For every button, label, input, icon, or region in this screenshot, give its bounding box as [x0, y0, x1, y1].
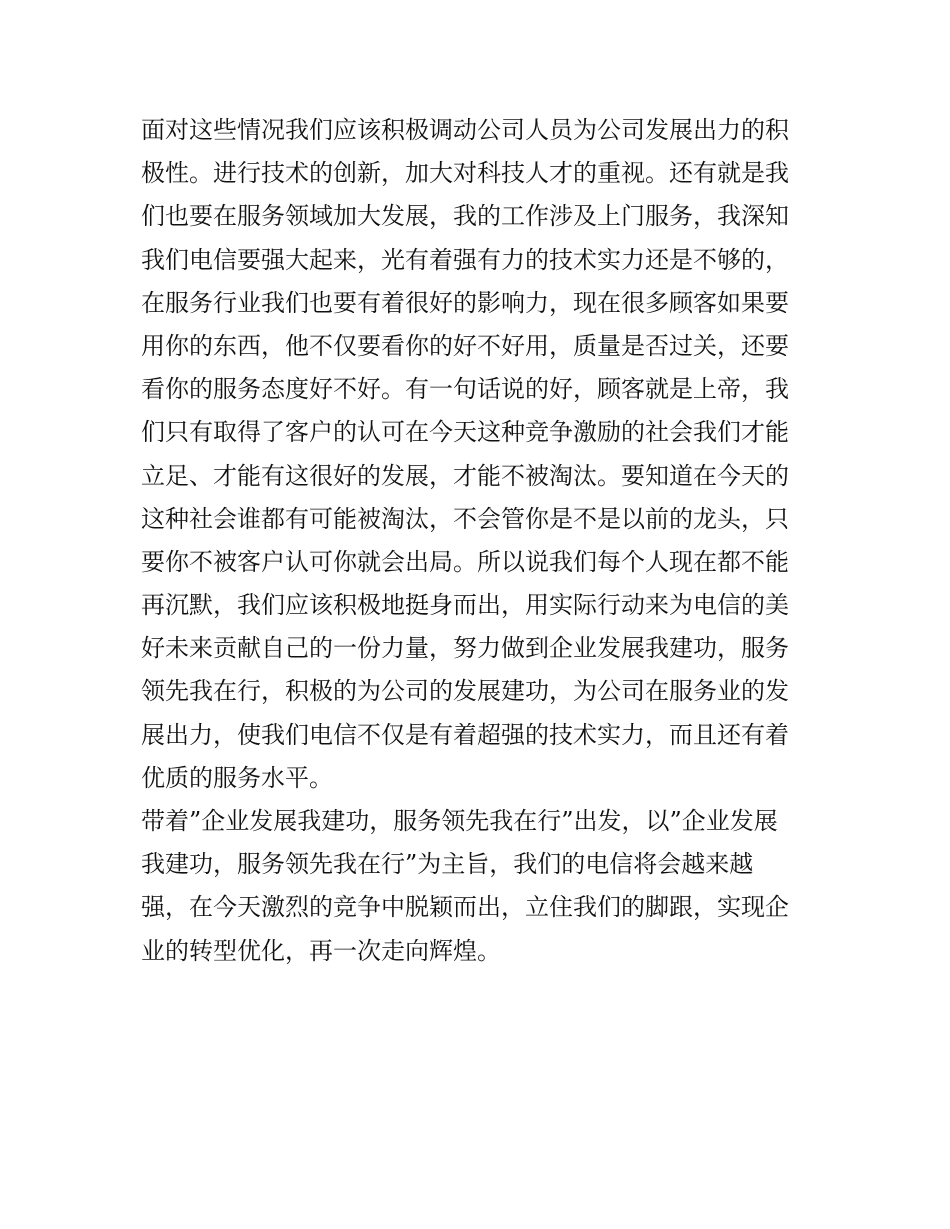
text-line: 们也要在服务领域加大发展，我的工作涉及上门服务，我深知	[141, 202, 789, 231]
text-line: 在服务行业我们也要有着很好的影响力，现在很多顾客如果要	[141, 288, 789, 317]
text-line: 展出力，使我们电信不仅是有着超强的技术实力，而且还有着	[141, 720, 789, 749]
text-line: 立足、才能有这很好的发展，才能不被淘汰。要知道在今天的	[141, 461, 789, 490]
text-line: 领先我在行，积极的为公司的发展建功，为公司在服务业的发	[141, 677, 789, 706]
text-line: 再沉默，我们应该积极地挺身而出，用实际行动来为电信的美	[141, 591, 789, 620]
text-line: 们只有取得了客户的认可在今天这种竞争激励的社会我们才能	[141, 418, 789, 447]
text-line: 我建功，服务领先我在行”为主旨，我们的电信将会越来越	[141, 850, 754, 879]
text-line: 极性。进行技术的创新，加大对科技人才的重视。还有就是我	[141, 159, 789, 188]
text-line: 带着”企业发展我建功，服务领先我在行”出发，以”企业发展	[141, 807, 778, 835]
text-line: 优质的服务水平。	[141, 763, 333, 792]
body-text	[141, 109, 821, 973]
text-line: 我们电信要强大起来，光有着强有力的技术实力还是不够的，	[141, 245, 789, 274]
text-line: 好未来贡献自己的一份力量，努力做到企业发展我建功，服务	[141, 634, 789, 663]
text-line: 用你的东西，他不仅要看你的好不好用，质量是否过关，还要	[141, 331, 789, 360]
text-line: 面对这些情况我们应该积极调动公司人员为公司发展出力的积	[141, 116, 789, 144]
text-line: 业的转型优化，再一次走向辉煌。	[141, 936, 501, 965]
text-line: 要你不被客户认可你就会出局。所以说我们每个人现在都不能	[141, 547, 789, 576]
text-line: 强，在今天激烈的竞争中脱颖而出，立住我们的脚跟，实现企	[141, 893, 789, 922]
text-line: 看你的服务态度好不好。有一句话说的好，顾客就是上帝，我	[141, 375, 789, 404]
text-line: 这种社会谁都有可能被淘汰，不会管你是不是以前的龙头，只	[141, 504, 789, 533]
